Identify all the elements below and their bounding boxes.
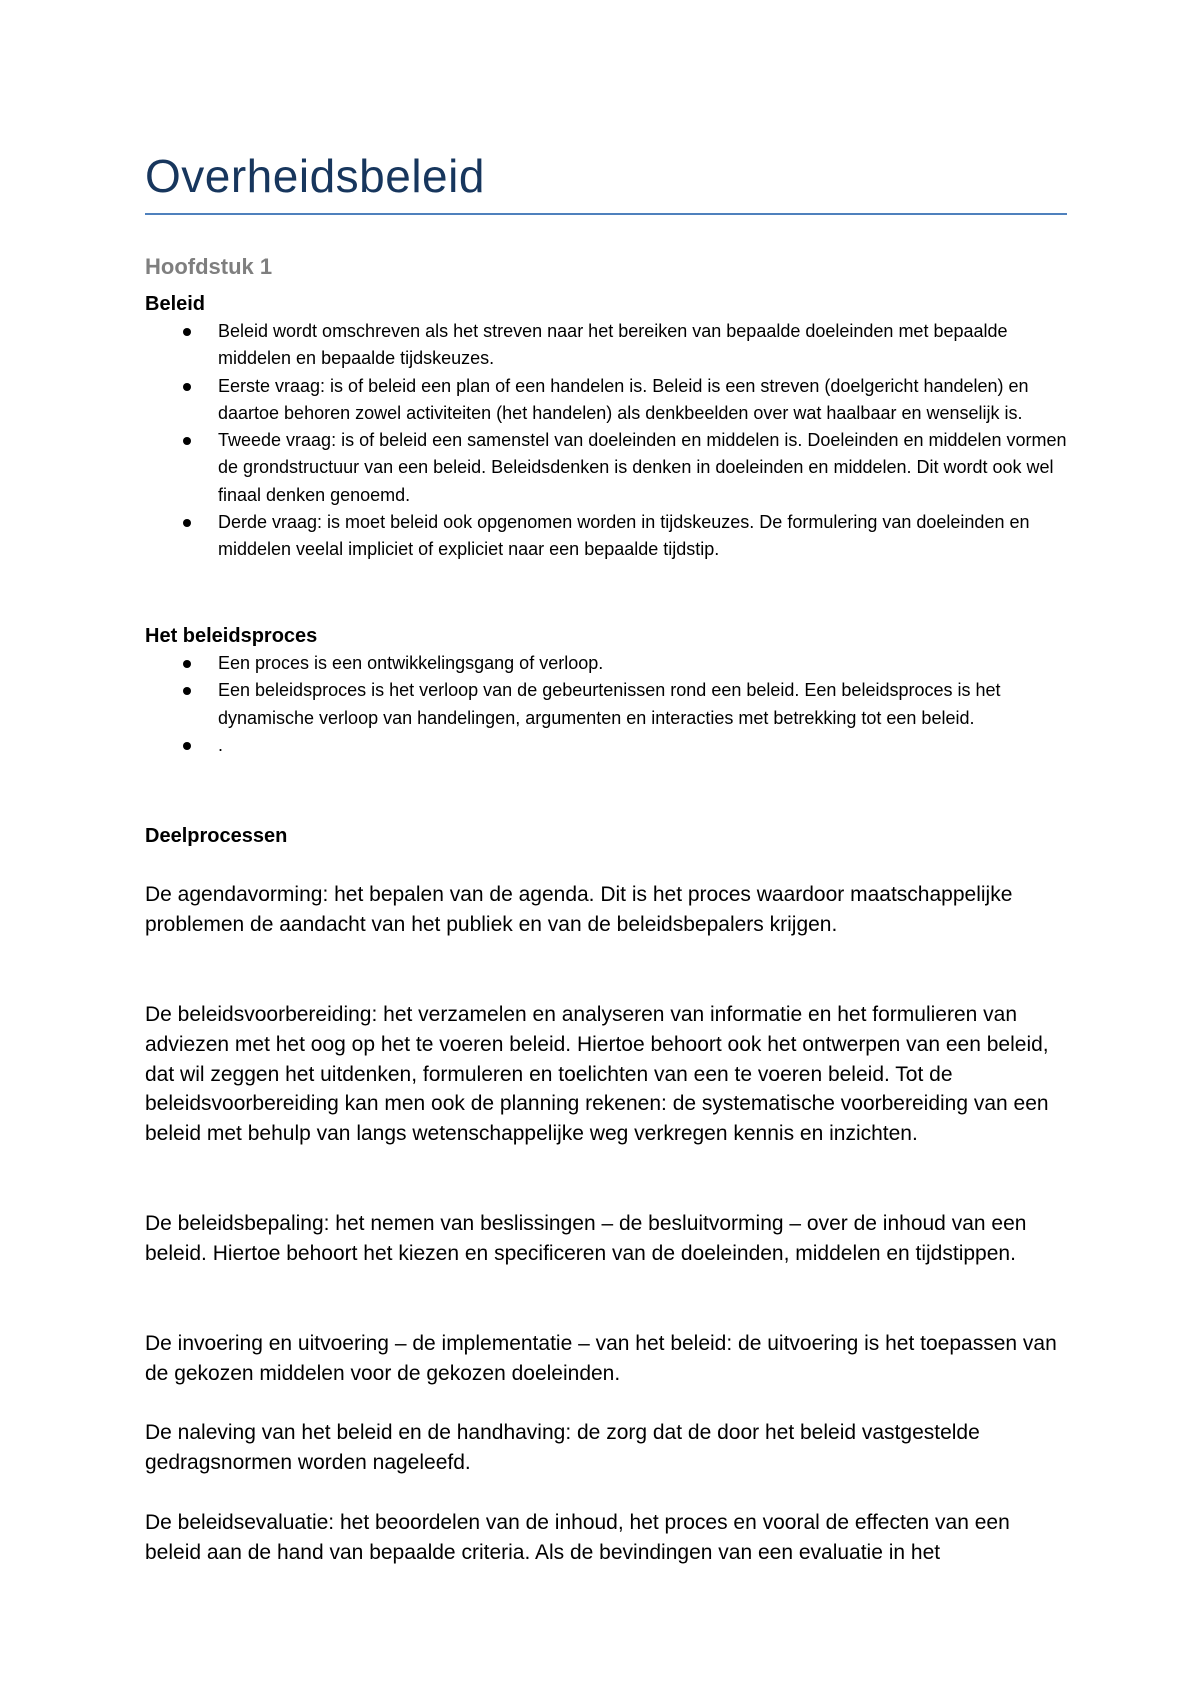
chapter-heading: Hoofdstuk 1 [145,254,273,279]
bullet-icon [183,383,191,391]
paragraph-beleidsvoorbereiding: De beleidsvoorbereiding: het verzamelen en analyseren van informatie en het formulieren van adviezen met het oog op het te voeren beleid. Hiertoe behoort ook het ontwerpen van een beleid, dat wil zeggen het uitdenken, formuleren en toelichten van een te voeren beleid. Tot de beleidsvoorbereiding kan men ook de planning rekenen: de systematische voorbereiding van een beleid met behulp van langs wetenschappelijke weg verkregen kennis en inzichten. [145,1003,1049,1146]
list-item: Een beleidsproces is het verloop van de gebeurtenissen rond een beleid. Een beleidsproces is het dynamische verloop van handelingen, argumenten en interacties met betrekking tot een beleid. [145,677,1067,732]
title-underline [145,213,1067,215]
paragraph-beleidsevaluatie: De beleidsevaluatie: het beoordelen van de inhoud, het proces en vooral de effecten van een beleid aan de hand van bepaalde criteria. Als de bevindingen van een evaluatie in het [145,1511,1010,1564]
bullet-icon [183,660,191,668]
beleidsproces-bullet-list [145,650,1067,759]
list-item: Een proces is een ontwikkelingsgang of verloop. [145,650,1067,677]
paragraph-naleving: De naleving van het beleid en de handhaving: de zorg dat de door het beleid vastgestelde gedragsnormen worden nageleefd. [145,1421,980,1474]
bullet-icon [183,687,191,695]
document-title: Overheidsbeleid [145,150,485,202]
paragraph-uitvoering: De invoering en uitvoering – de implementatie – van het beleid: de uitvoering is het toepassen van de gekozen middelen voor de gekozen doeleinden. [145,1332,1057,1385]
paragraph-agendavorming: De agendavorming: het bepalen van de agenda. Dit is het proces waardoor maatschappelijke problemen de aandacht van het publiek en van de beleidsbepalers krijgen. [145,883,1013,936]
bullet-icon [183,437,191,445]
section-heading-beleidsproces: Het beleidsproces [145,625,318,647]
bullet-icon [183,742,191,750]
list-item: Derde vraag: is moet beleid ook opgenomen worden in tijdskeuzes. De formulering van doeleinden en middelen veelal impliciet of expliciet naar een bepaalde tijdstip. [145,509,1067,564]
bullet-icon [183,519,191,527]
section-heading-beleid: Beleid [145,293,206,315]
list-item: Eerste vraag: is of beleid een plan of een handelen is. Beleid is een streven (doelgericht handelen) en daartoe behoren zowel activiteiten (het handelen) als denkbeelden over wat haalbaar en wenselijk is. [145,373,1067,428]
section-heading-deelprocessen: Deelprocessen [145,825,288,847]
list-item: Tweede vraag: is of beleid een samenstel van doeleinden en middelen is. Doeleinden en middelen vormen de grondstructuur van een beleid. Beleidsdenken is denken in doeleinden en middelen. Dit wordt ook wel finaal denken genoemd. [145,427,1067,509]
beleid-bullet-list [145,318,1067,564]
bullet-icon [183,328,191,336]
list-item: . [145,732,1067,759]
paragraph-beleidsbepaling: De beleidsbepaling: het nemen van beslissingen – de besluitvorming – over de inhoud van een beleid. Hiertoe behoort het kiezen en specificeren van de doeleinden, middelen en tijdstippen. [145,1212,1027,1265]
list-item: Beleid wordt omschreven als het streven naar het bereiken van bepaalde doeleinden met bepaalde middelen en bepaalde tijdskeuzes. [145,318,1067,373]
